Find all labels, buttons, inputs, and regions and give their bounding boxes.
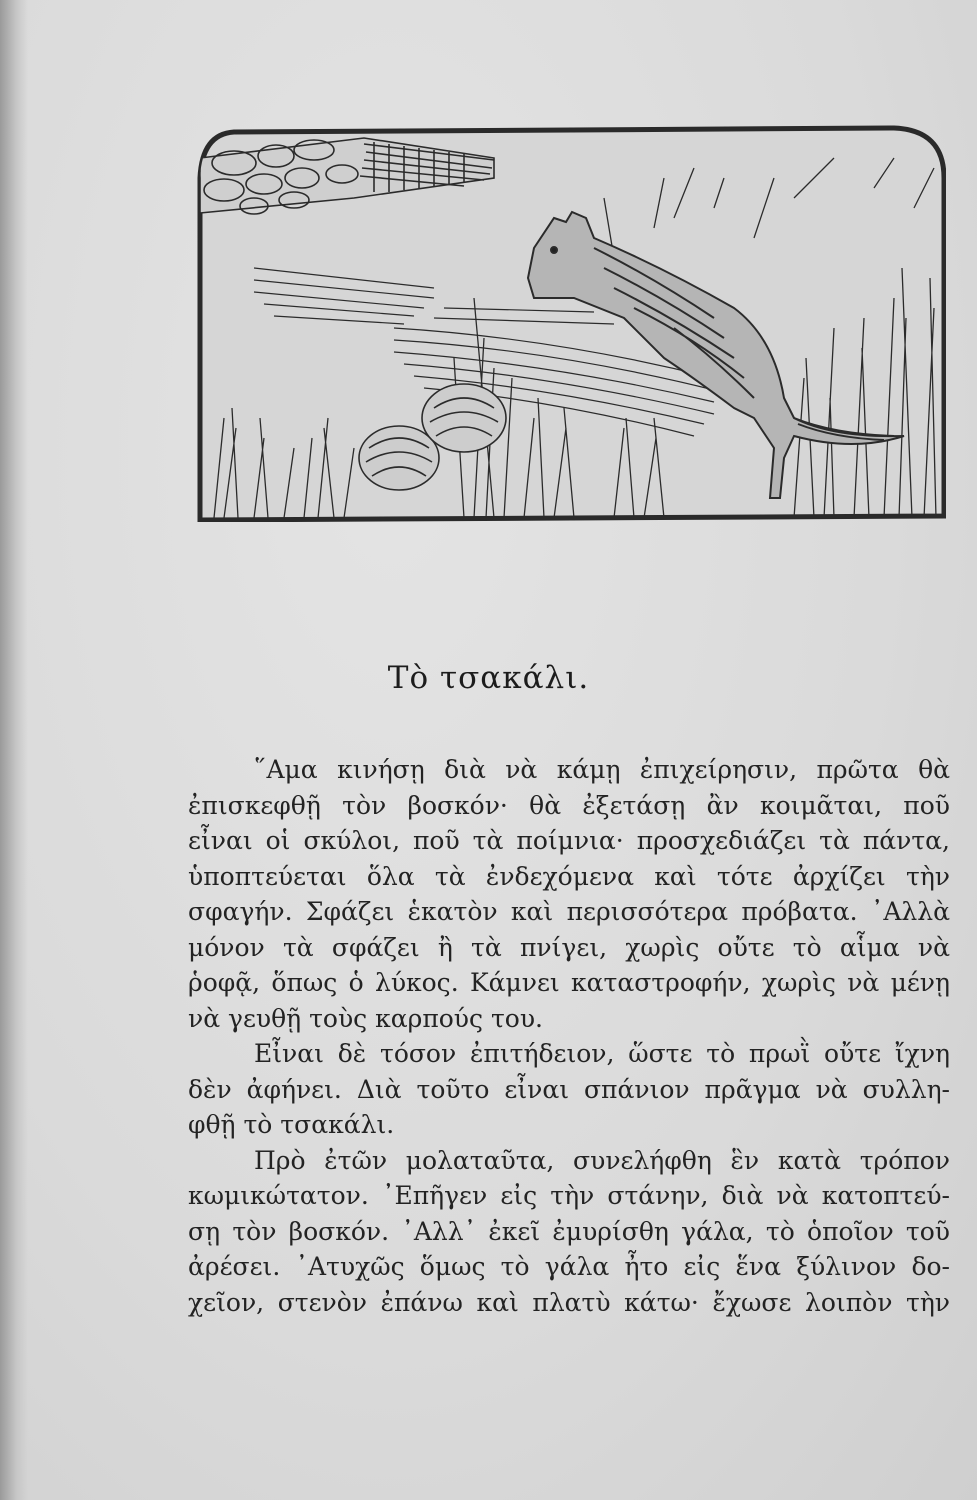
text-line: δὲν ἀφήνει. Διὰ τοῦτο εἶναι σπάνιον πρᾶγμα νὰ συλλη- [188, 1074, 950, 1104]
page-gutter-shadow [0, 0, 28, 1500]
text-line: ὑποπτεύεται ὅλα τὰ ἐνδεχόμενα καὶ τότε ἀρχίζει τὴν [188, 861, 950, 891]
text-line: εἶναι οἱ σκύλοι, ποῦ τὰ ποίμνια· προσχεδιάζει τὰ πάντα, [188, 826, 950, 855]
text-line: σφαγήν. Σφάζει ἑκατὸν καὶ περισσότερα πρόβατα. ᾿Αλλὰ [188, 897, 950, 926]
page-title: Τὸ τσακάλι. [387, 660, 590, 696]
text-line: ἐπισκεφθῇ τὸν βοσκόν· θὰ ἐξετάσῃ ἂν κοιμᾶται, ποῦ [188, 790, 950, 820]
text-line: ἀρέσει. ᾿Ατυχῶς ὅμως τὸ γάλα ἦτο εἰς ἕνα ξύλινον δο- [188, 1252, 950, 1281]
text-line: φθῇ τὸ τσακάλι. [188, 1110, 395, 1139]
body-text [188, 752, 950, 1320]
text-line: ῞Αμα κινήσῃ διὰ νὰ κάμῃ ἐπιχείρησιν, πρῶτα θὰ [254, 755, 950, 784]
text-line: κωμικώτατον. ᾿Επῆγεν εἰς τὴν στάνην, διὰ νὰ κατοπτεύ- [188, 1181, 950, 1210]
text-line: ῥοφᾷ, ὅπως ὁ λύκος. Κάμνει καταστροφήν, χωρὶς νὰ μένῃ [188, 968, 950, 997]
text-line: Εἶναι δὲ τόσον ἐπιτήδειον, ὥστε τὸ πρωῒ οὔτε ἴχνη [254, 1039, 950, 1068]
text-line: χεῖον, στενὸν ἐπάνω καὶ πλατὺ κάτω· ἔχωσε λοιπὸν τὴν [188, 1287, 950, 1317]
text-line: σῃ τὸν βοσκόν. ᾿Αλλ᾿ ἐκεῖ ἐμυρίσθη γάλα, τὸ ὁποῖον τοῦ [188, 1216, 950, 1246]
text-line: νὰ γευθῇ τοὺς καρπούς του. [188, 1003, 543, 1033]
text-line: μόνον τὰ σφάζει ἢ τὰ πνίγει, χωρὶς οὔτε τὸ αἷμα νὰ [188, 932, 950, 962]
jackal-illustration [194, 118, 946, 522]
text-line: Πρὸ ἐτῶν μολαταῦτα, συνελήφθη ἓν κατὰ τρόπον [254, 1145, 950, 1175]
